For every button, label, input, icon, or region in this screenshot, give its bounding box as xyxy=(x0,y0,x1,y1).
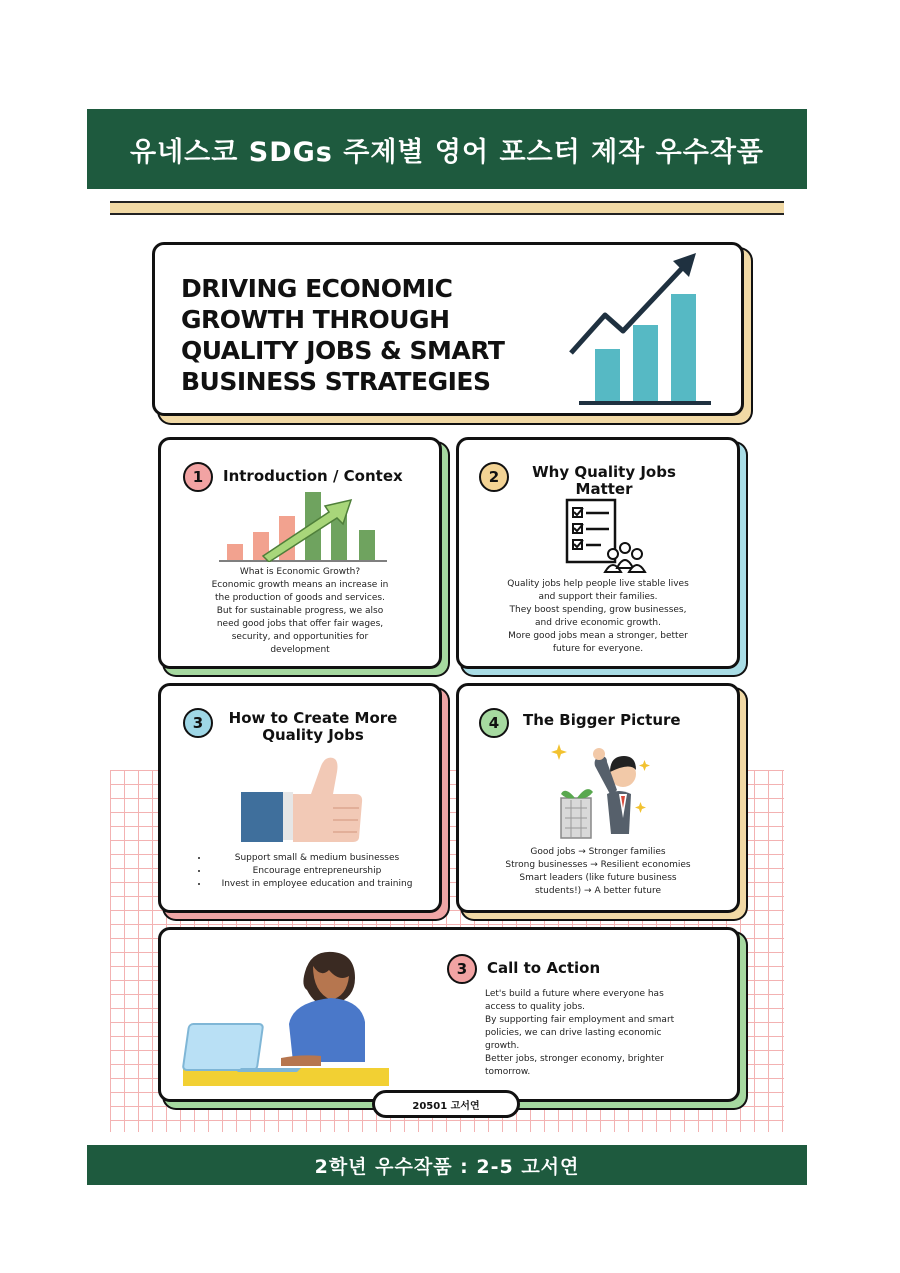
growth-chart-icon xyxy=(565,245,735,413)
body-line: Smart leaders (like future business xyxy=(519,873,677,883)
businessman-plant-icon xyxy=(551,734,655,844)
section-title xyxy=(221,710,405,744)
body-line: What is Economic Growth? xyxy=(239,567,361,577)
section-title: The Bigger Picture xyxy=(523,711,681,729)
section-body xyxy=(485,988,715,1079)
section-card-introduction xyxy=(158,437,442,669)
bullet-item: • Invest in employee education and training xyxy=(209,878,425,891)
bullet-item: • Encourage entrepreneurship xyxy=(209,865,425,878)
body-line: the production of goods and services. xyxy=(215,593,385,603)
body-line: policies, we can drive lasting economic xyxy=(485,1028,662,1038)
body-line: tomorrow. xyxy=(485,1067,531,1077)
section-title: Introduction / Contex xyxy=(223,467,403,485)
poster-title-line: BUSINESS STRATEGIES xyxy=(181,367,491,396)
section-card-create-jobs xyxy=(158,683,442,913)
poster-title-line: QUALITY JOBS & SMART xyxy=(181,336,505,365)
body-line: Quality jobs help people live stable lives xyxy=(507,579,689,589)
body-line: access to quality jobs. xyxy=(485,1002,586,1012)
body-line: growth. xyxy=(485,1041,520,1051)
author-tag: 20501 고서연 xyxy=(372,1090,520,1118)
title-line: Why Quality Jobs xyxy=(532,463,676,481)
section-number-badge: 3 xyxy=(183,708,213,738)
section-number-badge: 3 xyxy=(447,954,477,984)
body-line: and drive economic growth. xyxy=(535,618,661,628)
body-line: But for sustainable progress, we also xyxy=(216,606,384,616)
poster-title-line: DRIVING ECONOMIC xyxy=(181,274,453,303)
section-body xyxy=(477,846,719,898)
section-title: Call to Action xyxy=(487,959,601,977)
body-line: students!) → A better future xyxy=(534,886,662,896)
thumbs-up-icon xyxy=(241,756,363,846)
body-line: Better jobs, stronger economy, brighter xyxy=(485,1054,664,1064)
body-line: Economic growth means an increase in xyxy=(211,580,389,590)
body-line: Let's build a future where everyone has xyxy=(485,989,664,999)
section-card-bigger-picture xyxy=(456,683,740,913)
person-laptop-illustration xyxy=(181,940,391,1090)
section-card-why-quality-jobs xyxy=(456,437,740,669)
body-line: They boost spending, grow businesses, xyxy=(509,605,687,615)
body-line: Strong businesses → Resilient economies xyxy=(505,860,691,870)
section-body xyxy=(477,578,719,656)
footer-bar xyxy=(87,1145,807,1185)
section-card-call-to-action xyxy=(158,927,740,1102)
section-number-badge: 4 xyxy=(479,708,509,738)
body-line: More good jobs mean a stronger, better xyxy=(508,631,688,641)
body-line: need good jobs that offer fair wages, xyxy=(216,619,384,629)
footer-caption: 2학년 우수작품 : 2-5 고서연 xyxy=(314,1155,580,1178)
header-bar xyxy=(87,109,807,189)
poster-title-card xyxy=(152,242,744,416)
body-line: security, and opportunities for xyxy=(231,632,369,642)
header-title: 유네스코 SDGs 주제별 영어 포스터 제작 우수작품 xyxy=(130,136,764,168)
title-line: Quality Jobs xyxy=(262,726,364,744)
body-line: development xyxy=(270,645,330,655)
section-title xyxy=(519,464,689,498)
title-line: Matter xyxy=(575,480,633,498)
body-line: and support their families. xyxy=(538,592,658,602)
decorative-strip xyxy=(110,201,784,215)
body-line: future for everyone. xyxy=(552,644,644,654)
body-line: By supporting fair employment and smart xyxy=(485,1015,675,1025)
section-bullets xyxy=(195,852,425,891)
poster-title xyxy=(181,273,541,397)
section-body xyxy=(179,566,421,657)
checklist-people-icon xyxy=(563,498,647,574)
bar-chart-icon xyxy=(219,488,389,562)
section-number-badge: 1 xyxy=(183,462,213,492)
section-number-badge: 2 xyxy=(479,462,509,492)
poster-title-line: GROWTH THROUGH xyxy=(181,305,450,334)
title-line: How to Create More xyxy=(228,709,398,727)
body-line: Good jobs → Stronger families xyxy=(530,847,666,857)
bullet-item: • Support small & medium businesses xyxy=(209,852,425,865)
